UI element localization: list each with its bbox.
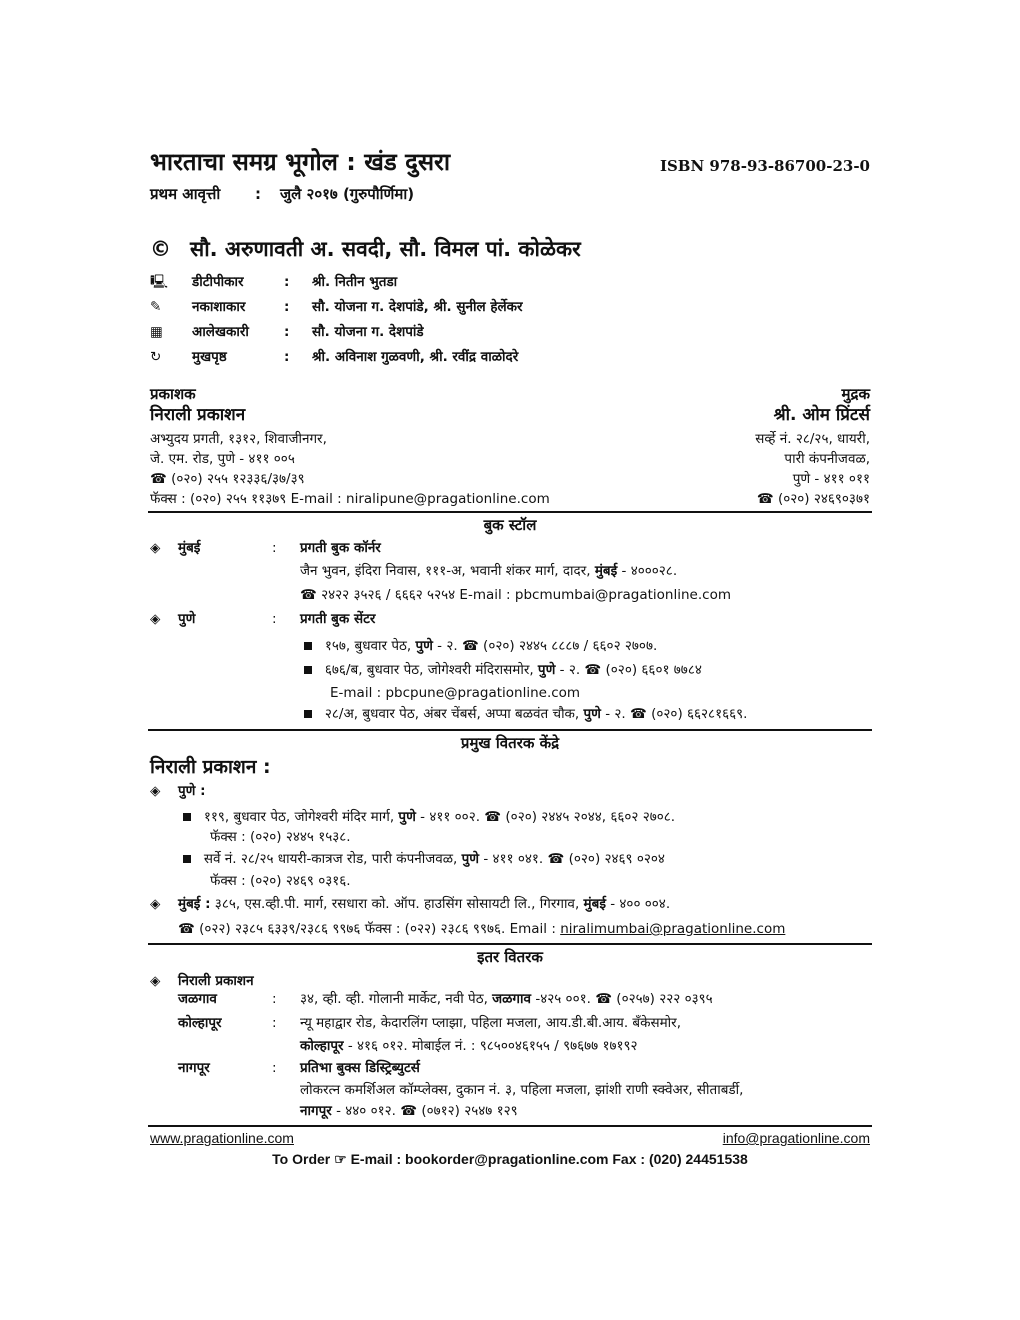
stall-name: प्रगती बुक सेंटर xyxy=(300,611,376,627)
credit-colon: : xyxy=(284,299,290,315)
item-phone: - ४१६ ०१२. मोबाईल नं. : ९८५००४६१५५ / ९७६७७ १७१९२ xyxy=(343,1038,638,1054)
item-city: पुणे xyxy=(398,809,416,825)
nagpur-contact xyxy=(300,1103,518,1119)
item-city: पुणे xyxy=(537,662,556,678)
main-distributors-heading: प्रमुख वितरक केंद्रे xyxy=(460,734,560,752)
printer-address: पारी कंपनीजवळ, xyxy=(784,451,870,467)
printer-name: श्री. ओम प्रिंटर्स xyxy=(773,405,870,425)
book-stall-heading: बुक स्टॉल xyxy=(483,516,537,534)
list-item xyxy=(183,809,675,825)
kolhapur-address: न्यू महाद्वार रोड, केदारलिंग प्लाझा, पहिला मजला, आय.डी.बी.आय. बँकेसमोर, xyxy=(300,1015,681,1031)
item-city: नागपूर xyxy=(300,1103,332,1119)
item-phone: - ४११ ०४१. ☎ (०२०) २४६९ ०२०४ xyxy=(479,851,665,867)
divider xyxy=(148,511,872,513)
credit-colon: : xyxy=(284,349,290,365)
item-pin: - ४०० ००४. xyxy=(605,896,671,912)
copyright-authors: सौ. अरुणावती अ. सवदी, सौ. विमल पां. कोळेकर xyxy=(190,237,581,261)
printer-heading: मुद्रक xyxy=(841,385,870,403)
grid-icon: ▦ xyxy=(150,324,163,340)
isbn: ISBN 978-93-86700-23-0 xyxy=(659,157,870,175)
colon: : xyxy=(272,1060,277,1076)
info-email-link[interactable]: info@pragationline.com xyxy=(722,1130,870,1146)
diamond-bullet-icon: ◈ xyxy=(150,896,161,912)
publisher-phone: ☎ (०२०) २५५ १२३३६/३७/३९ xyxy=(150,471,305,487)
divider xyxy=(148,943,872,945)
credit-value: सौ. योजना ग. देशपांडे xyxy=(312,324,424,340)
diamond-bullet-icon: ◈ xyxy=(150,973,161,989)
item-city: जळगाव xyxy=(492,991,532,1007)
item-fax: फॅक्स : (०२०) २४४५ १५३८. xyxy=(210,829,351,845)
item-phone: ☎ (०२२) २३८५ ६३३९/२३८६ ९९७६ फॅक्स : (०२२) २३८६ ९९७६. Email : xyxy=(178,921,561,937)
kolhapur-contact xyxy=(300,1038,638,1054)
square-bullet-icon xyxy=(183,855,191,863)
credit-label: नकाशाकार xyxy=(192,299,246,315)
city-mumbai: मुंबई : xyxy=(178,896,211,912)
jalgaon-address xyxy=(300,991,713,1007)
stall-address xyxy=(300,563,677,579)
diamond-bullet-icon: ◈ xyxy=(150,783,161,799)
book-title: भारताचा समग्र भूगोल : खंड दुसरा xyxy=(150,148,451,176)
colon: : xyxy=(272,611,277,627)
nagpur-address: लोकरत्न कमर्शिअल कॉम्प्लेक्स, दुकान नं. ३, पहिला मजला, झांशी राणी स्क्वेअर, सीताबर्डी, xyxy=(300,1082,744,1098)
pen-icon: ✎ xyxy=(150,299,162,315)
stall-phone-email: ☎ २४२२ ३५२६ / ६६६२ ५२५४ E-mail : pbcmumbai@pragationline.com xyxy=(300,587,731,603)
mumbai-email-link[interactable]: niralimumbai@pragationline.com xyxy=(560,921,786,937)
distributor-org: निराली प्रकाशन xyxy=(178,973,254,989)
credit-value: सौ. योजना ग. देशपांडे, श्री. सुनील हेर्लेकर xyxy=(312,299,523,315)
edition-label: प्रथम आवृत्ती xyxy=(150,185,221,203)
colon: : xyxy=(272,991,277,1007)
colon: : xyxy=(272,1015,277,1031)
publisher-name: निराली प्रकाशन xyxy=(150,405,246,425)
other-distributors-heading: इतर वितरक xyxy=(477,948,543,966)
publisher-fax-email: फॅक्स : (०२०) २५५ ११३७९ E-mail : niralipune@pragationline.com xyxy=(150,491,550,507)
address-text: जैन भुवन, इंदिरा निवास, १११-अ, भवानी शंकर मार्ग, दादर, xyxy=(300,563,595,579)
diamond-bullet-icon: ◈ xyxy=(150,540,161,556)
item-email: E-mail : pbcpune@pragationline.com xyxy=(330,685,581,701)
mumbai-contact xyxy=(178,921,785,937)
computer-icon: 🖳 xyxy=(150,274,169,290)
colon: : xyxy=(272,540,277,556)
item-phone: - २. ☎ (०२०) ६६०१ ७७८४ xyxy=(555,662,702,678)
item-phone: - ४११ ००२. ☎ (०२०) २४४५ २०४४, ६६०२ २७०८. xyxy=(415,809,676,825)
list-item xyxy=(304,706,747,722)
square-bullet-icon xyxy=(304,642,312,650)
item-text: ३४, व्ही. व्ही. गोलानी मार्केट, नवी पेठ, xyxy=(300,991,493,1007)
city-jalgaon: जळगाव xyxy=(178,991,217,1007)
credit-value: श्री. नितीन भुतडा xyxy=(312,274,398,290)
copyright-icon: © xyxy=(150,237,171,261)
item-city: मुंबई xyxy=(583,896,606,912)
item-phone: - ४४० ०१२. ☎ (०७१२) २५४७ १२९ xyxy=(331,1103,518,1119)
item-phone: - २. ☎ (०२०) २४४५ ८८८७ / ६६०२ २७०७. xyxy=(432,638,658,654)
edition-colon: : xyxy=(255,185,261,203)
diamond-bullet-icon: ◈ xyxy=(150,611,161,627)
city-nagpur: नागपूर xyxy=(178,1060,210,1076)
credit-label: आलेखकारी xyxy=(192,324,249,340)
city-pune: पुणे xyxy=(178,611,196,627)
item-text: ११९, बुधवार पेठ, जोगेश्वरी मंदिर मार्ग, xyxy=(203,809,399,825)
divider xyxy=(148,729,872,731)
credit-value: श्री. अविनाश गुळवणी, श्री. रवींद्र वाळोदरे xyxy=(312,349,519,365)
list-item xyxy=(304,662,702,678)
square-bullet-icon xyxy=(304,666,312,674)
credit-label: मुखपृष्ठ xyxy=(192,349,227,365)
address-pin: - ४०००२८. xyxy=(617,563,678,579)
publisher-heading: प्रकाशक xyxy=(150,385,196,403)
square-bullet-icon xyxy=(183,813,191,821)
item-city: पुणे xyxy=(415,638,433,654)
square-bullet-icon xyxy=(304,710,312,718)
item-city: पुणे xyxy=(583,706,601,722)
city-pune: पुणे : xyxy=(178,783,206,799)
refresh-icon: ↻ xyxy=(150,349,162,365)
divider xyxy=(148,1125,872,1127)
nagpur-name: प्रतिभा बुक्स डिस्ट्रिब्युटर्स xyxy=(300,1060,420,1076)
item-phone: - २. ☎ (०२०) ६६२८१६६९. xyxy=(600,706,748,722)
item-text: २८/अ, बुधवार पेठ, अंबर चेंबर्स, अप्पा बळवंत चौक, xyxy=(324,706,584,722)
item-text: सर्वे नं. २८/२५ धायरी-कात्रज रोड, पारी कंपनीजवळ, xyxy=(203,851,462,867)
mumbai-address xyxy=(178,896,670,912)
item-city: कोल्हापूर xyxy=(300,1038,344,1054)
item-text: ६७६/ब, बुधवार पेठ, जोगेश्वरी मंदिरासमोर, xyxy=(324,662,538,678)
printer-phone: ☎ (०२०) २४६९०३७१ xyxy=(756,491,870,507)
item-phone: -४२५ ००१. ☎ (०२५७) २२२ ०३९५ xyxy=(531,991,713,1007)
list-item xyxy=(304,638,657,654)
item-text: १५७, बुधवार पेठ, xyxy=(324,638,416,654)
printer-address: पुणे - ४११ ०११ xyxy=(792,471,870,487)
credit-colon: : xyxy=(284,274,290,290)
edition-value: जुलै २०१७ (गुरुपौर्णिमा) xyxy=(280,185,415,203)
item-fax: फॅक्स : (०२०) २४६९ ०३१६. xyxy=(210,873,351,889)
printer-address: सर्व्हे नं. २८/२५, धायरी, xyxy=(755,431,870,447)
item-text: ३८५, एस.व्ही.पी. मार्ग, रसधारा को. ऑप. हाउसिंग सोसायटी लि., गिरगाव, xyxy=(210,896,584,912)
order-info: To Order ☞ E-mail : bookorder@pragationline.com Fax : (020) 24451538 xyxy=(272,1151,748,1167)
city-mumbai: मुंबई xyxy=(178,540,201,556)
publisher-address: अभ्युदय प्रगती, १३१२, शिवाजीनगर, xyxy=(150,431,327,447)
publisher-address: जे. एम. रोड, पुणे - ४११ ००५ xyxy=(150,451,295,467)
item-city: पुणे xyxy=(461,851,480,867)
stall-name: प्रगती बुक कॉर्नर xyxy=(300,540,381,556)
city-kolhapur: कोल्हापूर xyxy=(178,1015,222,1031)
website-link[interactable]: www.pragationline.com xyxy=(150,1130,294,1146)
list-item xyxy=(183,851,665,867)
credit-label: डीटीपीकार xyxy=(192,274,244,290)
distributor-org: निराली प्रकाशन : xyxy=(150,756,271,778)
credit-colon: : xyxy=(284,324,290,340)
address-city: मुंबई xyxy=(594,563,618,579)
